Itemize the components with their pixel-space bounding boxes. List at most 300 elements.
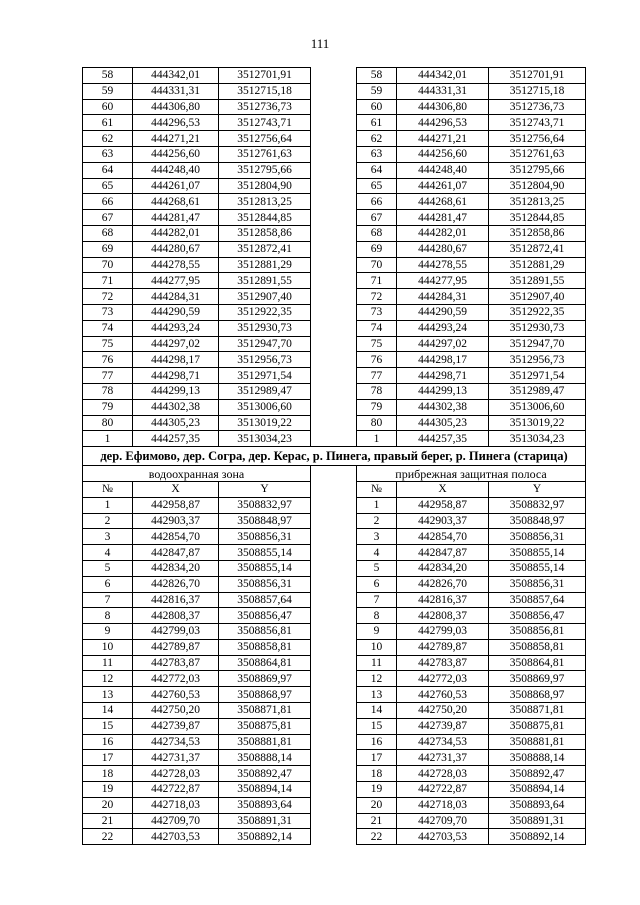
- y-coordinate: 3512756,64: [489, 131, 586, 147]
- table-row: [83, 415, 586, 431]
- x-coordinate: 444302,38: [133, 399, 219, 415]
- table-row: [83, 146, 586, 162]
- column-gap: [311, 671, 357, 687]
- y-coordinate: 3512947,70: [219, 336, 311, 352]
- table-row: [83, 718, 586, 734]
- y-coordinate: 3512930,73: [489, 320, 586, 336]
- point-number: 66: [83, 194, 133, 210]
- column-gap: [311, 178, 357, 194]
- column-gap: [311, 813, 357, 829]
- x-coordinate: 442834,20: [397, 560, 489, 576]
- table-row: [83, 750, 586, 766]
- point-number: 64: [357, 162, 397, 178]
- column-gap: [311, 782, 357, 798]
- y-coordinate: 3512813,25: [489, 194, 586, 210]
- y-coordinate: 3508891,31: [489, 813, 586, 829]
- column-gap: [311, 162, 357, 178]
- y-coordinate: 3508881,81: [219, 734, 311, 750]
- table-row: [83, 257, 586, 273]
- x-coordinate: 444297,02: [397, 336, 489, 352]
- point-number: 64: [83, 162, 133, 178]
- y-coordinate: 3512881,29: [489, 257, 586, 273]
- column-gap: [311, 734, 357, 750]
- table-row: [83, 608, 586, 624]
- point-number: 17: [83, 750, 133, 766]
- column-gap: [311, 624, 357, 640]
- x-coordinate: 442847,87: [133, 545, 219, 561]
- column-gap: [311, 273, 357, 289]
- y-coordinate: 3508893,64: [219, 797, 311, 813]
- table-row: [83, 813, 586, 829]
- point-number: 60: [83, 99, 133, 115]
- x-coordinate: 444306,80: [133, 99, 219, 115]
- point-number: 68: [357, 225, 397, 241]
- point-number: 10: [357, 639, 397, 655]
- point-number: 1: [357, 497, 397, 513]
- column-gap: [311, 115, 357, 131]
- section-header: [83, 447, 586, 498]
- point-number: 8: [357, 608, 397, 624]
- x-coordinate: 444299,13: [397, 383, 489, 399]
- y-coordinate: 3513034,23: [489, 431, 586, 447]
- point-number: 58: [83, 68, 133, 84]
- column-gap: [311, 560, 357, 576]
- x-coordinate: 444248,40: [133, 162, 219, 178]
- table-row: [83, 560, 586, 576]
- table-row: [83, 320, 586, 336]
- y-coordinate: 3508856,31: [219, 529, 311, 545]
- y-coordinate: 3512907,40: [489, 289, 586, 305]
- point-number: 68: [83, 225, 133, 241]
- left-header-x: X: [133, 481, 219, 497]
- column-gap: [311, 336, 357, 352]
- point-number: 5: [357, 560, 397, 576]
- table-row: [83, 383, 586, 399]
- point-number: 5: [83, 560, 133, 576]
- x-coordinate: 442826,70: [133, 576, 219, 592]
- y-coordinate: 3512743,71: [219, 115, 311, 131]
- column-gap: [311, 529, 357, 545]
- x-coordinate: 442903,37: [397, 513, 489, 529]
- point-number: 71: [357, 273, 397, 289]
- x-coordinate: 442854,70: [397, 529, 489, 545]
- y-coordinate: 3512858,86: [219, 225, 311, 241]
- table-row: [83, 210, 586, 226]
- lower-coordinates: [83, 497, 586, 845]
- point-number: 74: [83, 320, 133, 336]
- point-number: 62: [357, 131, 397, 147]
- point-number: 62: [83, 131, 133, 147]
- table-row: [83, 225, 586, 241]
- x-coordinate: 444278,55: [133, 257, 219, 273]
- y-coordinate: 3508855,14: [489, 560, 586, 576]
- y-coordinate: 3512891,55: [489, 273, 586, 289]
- column-gap: [311, 225, 357, 241]
- table-row: [83, 624, 586, 640]
- table-row: [83, 513, 586, 529]
- y-coordinate: 3508892,14: [489, 829, 586, 845]
- y-coordinate: 3512761,63: [219, 146, 311, 162]
- y-coordinate: 3512872,41: [489, 241, 586, 257]
- point-number: 78: [83, 383, 133, 399]
- page-number: 111: [310, 36, 330, 51]
- x-coordinate: 442722,87: [397, 782, 489, 798]
- y-coordinate: 3512930,73: [219, 320, 311, 336]
- column-gap: [311, 431, 357, 447]
- point-number: 7: [357, 592, 397, 608]
- x-coordinate: 442750,20: [133, 703, 219, 719]
- x-coordinate: 444305,23: [397, 415, 489, 431]
- left-header-number: №: [83, 481, 133, 497]
- y-coordinate: 3508864,81: [219, 655, 311, 671]
- point-number: 18: [357, 766, 397, 782]
- y-coordinate: 3512756,64: [219, 131, 311, 147]
- x-coordinate: 442709,70: [397, 813, 489, 829]
- point-number: 59: [357, 83, 397, 99]
- point-number: 63: [357, 146, 397, 162]
- section-title: дер. Ефимово, дер. Согра, дер. Керас, р. Пинега, правый берег, р. Пинега (старица): [83, 447, 586, 466]
- point-number: 16: [83, 734, 133, 750]
- table-row: [83, 782, 586, 798]
- point-number: 80: [357, 415, 397, 431]
- y-coordinate: 3508864,81: [489, 655, 586, 671]
- y-coordinate: 3508871,81: [489, 703, 586, 719]
- x-coordinate: 444284,31: [133, 289, 219, 305]
- y-coordinate: 3512858,86: [489, 225, 586, 241]
- table-row: [83, 68, 586, 84]
- x-coordinate: 444256,60: [133, 146, 219, 162]
- y-coordinate: 3508892,47: [219, 766, 311, 782]
- point-number: 78: [357, 383, 397, 399]
- point-number: 75: [83, 336, 133, 352]
- x-coordinate: 444257,35: [133, 431, 219, 447]
- y-coordinate: 3512922,35: [489, 304, 586, 320]
- column-gap: [311, 83, 357, 99]
- y-coordinate: 3508857,64: [489, 592, 586, 608]
- point-number: 77: [357, 368, 397, 384]
- x-coordinate: 442834,20: [133, 560, 219, 576]
- point-number: 67: [357, 210, 397, 226]
- column-gap: [311, 797, 357, 813]
- point-number: 3: [83, 529, 133, 545]
- x-coordinate: 444305,23: [133, 415, 219, 431]
- point-number: 69: [357, 241, 397, 257]
- y-coordinate: 3508848,97: [219, 513, 311, 529]
- y-coordinate: 3508858,81: [219, 639, 311, 655]
- x-coordinate: 442958,87: [133, 497, 219, 513]
- column-gap: [311, 383, 357, 399]
- x-coordinate: 444297,02: [133, 336, 219, 352]
- point-number: 14: [357, 703, 397, 719]
- point-number: 60: [357, 99, 397, 115]
- x-coordinate: 442734,53: [133, 734, 219, 750]
- x-coordinate: 442903,37: [133, 513, 219, 529]
- x-coordinate: 442958,87: [397, 497, 489, 513]
- column-gap: [311, 99, 357, 115]
- point-number: 76: [83, 352, 133, 368]
- table-row: [83, 115, 586, 131]
- table-row: [83, 576, 586, 592]
- table-row: [83, 399, 586, 415]
- x-coordinate: 444277,95: [397, 273, 489, 289]
- point-number: 74: [357, 320, 397, 336]
- x-coordinate: 444261,07: [397, 178, 489, 194]
- point-number: 10: [83, 639, 133, 655]
- x-coordinate: 442783,87: [397, 655, 489, 671]
- point-number: 80: [83, 415, 133, 431]
- y-coordinate: 3512947,70: [489, 336, 586, 352]
- column-gap: [311, 497, 357, 513]
- x-coordinate: 442789,87: [397, 639, 489, 655]
- x-coordinate: 442703,53: [133, 829, 219, 845]
- x-coordinate: 444282,01: [133, 225, 219, 241]
- x-coordinate: 442731,37: [133, 750, 219, 766]
- column-gap: [311, 703, 357, 719]
- x-coordinate: 444306,80: [397, 99, 489, 115]
- x-coordinate: 444257,35: [397, 431, 489, 447]
- column-gap: [311, 718, 357, 734]
- y-coordinate: 3508868,97: [489, 687, 586, 703]
- x-coordinate: 444280,67: [133, 241, 219, 257]
- column-gap: [311, 481, 357, 497]
- x-coordinate: 444298,17: [133, 352, 219, 368]
- x-coordinate: 444331,31: [133, 83, 219, 99]
- x-coordinate: 442739,87: [133, 718, 219, 734]
- column-gap: [311, 687, 357, 703]
- y-coordinate: 3508875,81: [489, 718, 586, 734]
- table-row: [83, 131, 586, 147]
- y-coordinate: 3512971,54: [219, 368, 311, 384]
- x-coordinate: 444296,53: [397, 115, 489, 131]
- y-coordinate: 3513019,22: [219, 415, 311, 431]
- x-coordinate: 444342,01: [397, 68, 489, 84]
- y-coordinate: 3512743,71: [489, 115, 586, 131]
- point-number: 11: [357, 655, 397, 671]
- point-number: 21: [357, 813, 397, 829]
- upper-coordinates: [83, 68, 586, 447]
- y-coordinate: 3508892,14: [219, 829, 311, 845]
- y-coordinate: 3513034,23: [219, 431, 311, 447]
- point-number: 72: [83, 289, 133, 305]
- y-coordinate: 3512922,35: [219, 304, 311, 320]
- x-coordinate: 444298,71: [133, 368, 219, 384]
- x-coordinate: 442772,03: [397, 671, 489, 687]
- y-coordinate: 3512907,40: [219, 289, 311, 305]
- table-row: [83, 194, 586, 210]
- x-coordinate: 444256,60: [397, 146, 489, 162]
- point-number: 21: [83, 813, 133, 829]
- y-coordinate: 3508856,81: [219, 624, 311, 640]
- point-number: 79: [83, 399, 133, 415]
- point-number: 18: [83, 766, 133, 782]
- y-coordinate: 3508856,31: [489, 529, 586, 545]
- column-gap: [311, 415, 357, 431]
- x-coordinate: 444298,71: [397, 368, 489, 384]
- x-coordinate: 444278,55: [397, 257, 489, 273]
- y-coordinate: 3512701,91: [489, 68, 586, 84]
- x-coordinate: 444271,21: [133, 131, 219, 147]
- y-coordinate: 3512761,63: [489, 146, 586, 162]
- point-number: 65: [83, 178, 133, 194]
- table-row: [83, 497, 586, 513]
- column-gap: [311, 608, 357, 624]
- point-number: 61: [83, 115, 133, 131]
- y-coordinate: 3508894,14: [219, 782, 311, 798]
- point-number: 12: [83, 671, 133, 687]
- x-coordinate: 442718,03: [397, 797, 489, 813]
- y-coordinate: 3508888,14: [489, 750, 586, 766]
- x-coordinate: 444331,31: [397, 83, 489, 99]
- x-coordinate: 442728,03: [397, 766, 489, 782]
- y-coordinate: 3512989,47: [489, 383, 586, 399]
- point-number: 14: [83, 703, 133, 719]
- y-coordinate: 3508855,14: [219, 545, 311, 561]
- y-coordinate: 3508869,97: [489, 671, 586, 687]
- y-coordinate: 3508894,14: [489, 782, 586, 798]
- x-coordinate: 442703,53: [397, 829, 489, 845]
- x-coordinate: 442760,53: [397, 687, 489, 703]
- column-gap: [311, 289, 357, 305]
- x-coordinate: 442731,37: [397, 750, 489, 766]
- point-number: 4: [83, 545, 133, 561]
- x-coordinate: 444280,67: [397, 241, 489, 257]
- table-row: [83, 592, 586, 608]
- point-number: 1: [83, 497, 133, 513]
- y-coordinate: 3513006,60: [489, 399, 586, 415]
- column-gap: [311, 131, 357, 147]
- column-gap: [311, 352, 357, 368]
- x-coordinate: 442783,87: [133, 655, 219, 671]
- point-number: 66: [357, 194, 397, 210]
- y-coordinate: 3508871,81: [219, 703, 311, 719]
- x-coordinate: 442760,53: [133, 687, 219, 703]
- x-coordinate: 442728,03: [133, 766, 219, 782]
- y-coordinate: 3508869,97: [219, 671, 311, 687]
- point-number: 65: [357, 178, 397, 194]
- x-coordinate: 444281,47: [397, 210, 489, 226]
- point-number: 2: [357, 513, 397, 529]
- y-coordinate: 3508888,14: [219, 750, 311, 766]
- x-coordinate: 444293,24: [133, 320, 219, 336]
- table-row: [83, 83, 586, 99]
- point-number: 3: [357, 529, 397, 545]
- point-number: 71: [83, 273, 133, 289]
- column-gap: [311, 257, 357, 273]
- column-gap: [311, 829, 357, 845]
- point-number: 13: [83, 687, 133, 703]
- table-row: [83, 529, 586, 545]
- y-coordinate: 3508858,81: [489, 639, 586, 655]
- point-number: 15: [83, 718, 133, 734]
- y-coordinate: 3508856,31: [219, 576, 311, 592]
- point-number: 70: [357, 257, 397, 273]
- point-number: 11: [83, 655, 133, 671]
- right-header-number: №: [357, 481, 397, 497]
- table-row: [83, 336, 586, 352]
- table-row: [83, 162, 586, 178]
- y-coordinate: 3508881,81: [489, 734, 586, 750]
- table-row: [83, 178, 586, 194]
- y-coordinate: 3508875,81: [219, 718, 311, 734]
- point-number: 70: [83, 257, 133, 273]
- point-number: 75: [357, 336, 397, 352]
- column-gap: [311, 466, 357, 482]
- y-coordinate: 3512956,73: [489, 352, 586, 368]
- right-header-y: Y: [489, 481, 586, 497]
- point-number: 13: [357, 687, 397, 703]
- x-coordinate: 442854,70: [133, 529, 219, 545]
- point-number: 20: [83, 797, 133, 813]
- x-coordinate: 444296,53: [133, 115, 219, 131]
- x-coordinate: 444268,61: [133, 194, 219, 210]
- x-coordinate: 442816,37: [397, 592, 489, 608]
- point-number: 72: [357, 289, 397, 305]
- point-number: 16: [357, 734, 397, 750]
- y-coordinate: 3508855,14: [489, 545, 586, 561]
- point-number: 22: [83, 829, 133, 845]
- column-gap: [311, 304, 357, 320]
- x-coordinate: 444248,40: [397, 162, 489, 178]
- table-row: [83, 352, 586, 368]
- y-coordinate: 3508848,97: [489, 513, 586, 529]
- y-coordinate: 3512795,66: [219, 162, 311, 178]
- point-number: 73: [357, 304, 397, 320]
- table-row: [83, 797, 586, 813]
- column-gap: [311, 194, 357, 210]
- point-number: 77: [83, 368, 133, 384]
- y-coordinate: 3512736,73: [219, 99, 311, 115]
- point-number: 63: [83, 146, 133, 162]
- y-coordinate: 3512872,41: [219, 241, 311, 257]
- table-row: [83, 289, 586, 305]
- y-coordinate: 3508832,97: [219, 497, 311, 513]
- coordinates-table: [82, 67, 586, 845]
- y-coordinate: 3508893,64: [489, 797, 586, 813]
- table-row: [83, 734, 586, 750]
- table-row: [83, 273, 586, 289]
- x-coordinate: 444261,07: [133, 178, 219, 194]
- x-coordinate: 444281,47: [133, 210, 219, 226]
- point-number: 9: [83, 624, 133, 640]
- x-coordinate: 442826,70: [397, 576, 489, 592]
- coastal-protection-strip-title: прибрежная защитная полоса: [357, 466, 586, 482]
- point-number: 1: [357, 431, 397, 447]
- table-row: [83, 687, 586, 703]
- point-number: 8: [83, 608, 133, 624]
- point-number: 19: [357, 782, 397, 798]
- column-gap: [311, 68, 357, 84]
- x-coordinate: 442709,70: [133, 813, 219, 829]
- x-coordinate: 444293,24: [397, 320, 489, 336]
- x-coordinate: 442847,87: [397, 545, 489, 561]
- y-coordinate: 3513019,22: [489, 415, 586, 431]
- table-row: [83, 639, 586, 655]
- x-coordinate: 442816,37: [133, 592, 219, 608]
- y-coordinate: 3512715,18: [489, 83, 586, 99]
- x-coordinate: 444284,31: [397, 289, 489, 305]
- x-coordinate: 442722,87: [133, 782, 219, 798]
- table-row: [83, 655, 586, 671]
- y-coordinate: 3512715,18: [219, 83, 311, 99]
- point-number: 61: [357, 115, 397, 131]
- y-coordinate: 3508892,47: [489, 766, 586, 782]
- point-number: 7: [83, 592, 133, 608]
- x-coordinate: 444342,01: [133, 68, 219, 84]
- x-coordinate: 444271,21: [397, 131, 489, 147]
- x-coordinate: 444282,01: [397, 225, 489, 241]
- point-number: 22: [357, 829, 397, 845]
- point-number: 19: [83, 782, 133, 798]
